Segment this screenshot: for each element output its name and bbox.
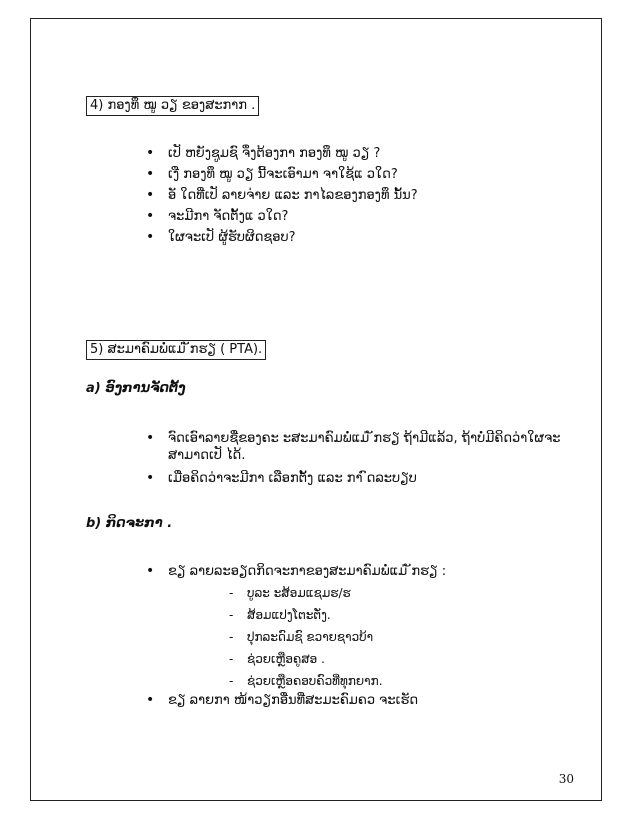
list-item: • ເງື ກອງທຶ ໝູ ວຽ ນີ້ຈະເອົາມາ ຈາໃຊ້ແ ວໃດ? [146, 166, 418, 183]
list-item: • ເປັ ຫຍັງຊູມຊົ ຈຶ່ງຕ້ອງກາ ກອງທຶ ໝູ ວຽ ? [146, 145, 418, 162]
list-item: - ບູລະ ະສ້ອມແຊມຮ/ຮ [229, 585, 383, 601]
list-item: • ໃຜຈະເປັ ຜູ້ຮັບຜິດຊອບ? [146, 229, 418, 246]
list-item-text: ຈົດເອົາລາຍຊື່ຂອງຄະ ະສະມາຄົມພໍ່ແມ່ ັກຮຽ ຖ້າມີແລ້ວ, ຖ້າບໍ່ມີຄິດວ່າໃຜຈະ [168, 431, 561, 446]
subsection-b-heading: b) ກິດຈະກາ . [86, 516, 173, 531]
list-item: - ສ້ອມແປງໂຕະຕັ່ງ. [229, 607, 383, 623]
page-number: 30 [558, 772, 574, 786]
list-item-continuation: ສາມາດເປັ ໄດ້. [168, 448, 246, 463]
subsection-a-bullet-list [146, 430, 560, 487]
list-item: - ປຸກລະດົມຊົ ຂວາຍຊາວບ້າ [229, 629, 383, 645]
activities-dash-list [229, 585, 383, 689]
list-item: • ອັ ໃດທີ່ເປັ ລາຍຈ່າຍ ແລະ ກາໄລຂອງກອງທຶ ນັ້ນ? [146, 187, 418, 204]
subsection-b-bullet-list-2 [146, 692, 418, 709]
section-4-heading: 4) ກອງທຶ ໝູ ວຽ ຂອງສະກາກ . [86, 96, 259, 116]
section-4-bullet-list [146, 145, 418, 246]
list-item [146, 430, 560, 464]
section-5-heading: 5) ສະມາຄົມພໍ່ແມ່ ັກຮຽ ( PTA). [86, 340, 266, 360]
list-item: • ຂຽ ລາຍລະອຽດກິດຈະກາຂອງສະມາຄົມພໍ່ແມ່ ັກຮຽ : [146, 563, 446, 580]
list-item: - ຊ່ວຍເຫຼືອຄອບຄົວທີ່ທຸກຍາກ. [229, 673, 383, 689]
subsection-a-heading: a) ອົງການຈັດຕັ້ງ [86, 381, 186, 396]
subsection-b-bullet-list-1 [146, 563, 446, 580]
list-item: • ຂຽ ລາຍກາ ໜ້າວຽກອື່ນທີ່ສະມະຄົມຄວ ຈະເຮັດ [146, 692, 418, 709]
list-item: • ຈະມີກາ ຈັດຕັ້ງແ ວໃດ? [146, 208, 418, 225]
list-item: - ຊ່ວຍເຫຼືອຄູສອ . [229, 651, 383, 667]
list-item: • ເມື່ອຄິດວ່າຈະມີກາ ເລືອກຕັ້ງ ແລະ ກາ ົດລະບຽບ [146, 470, 560, 487]
